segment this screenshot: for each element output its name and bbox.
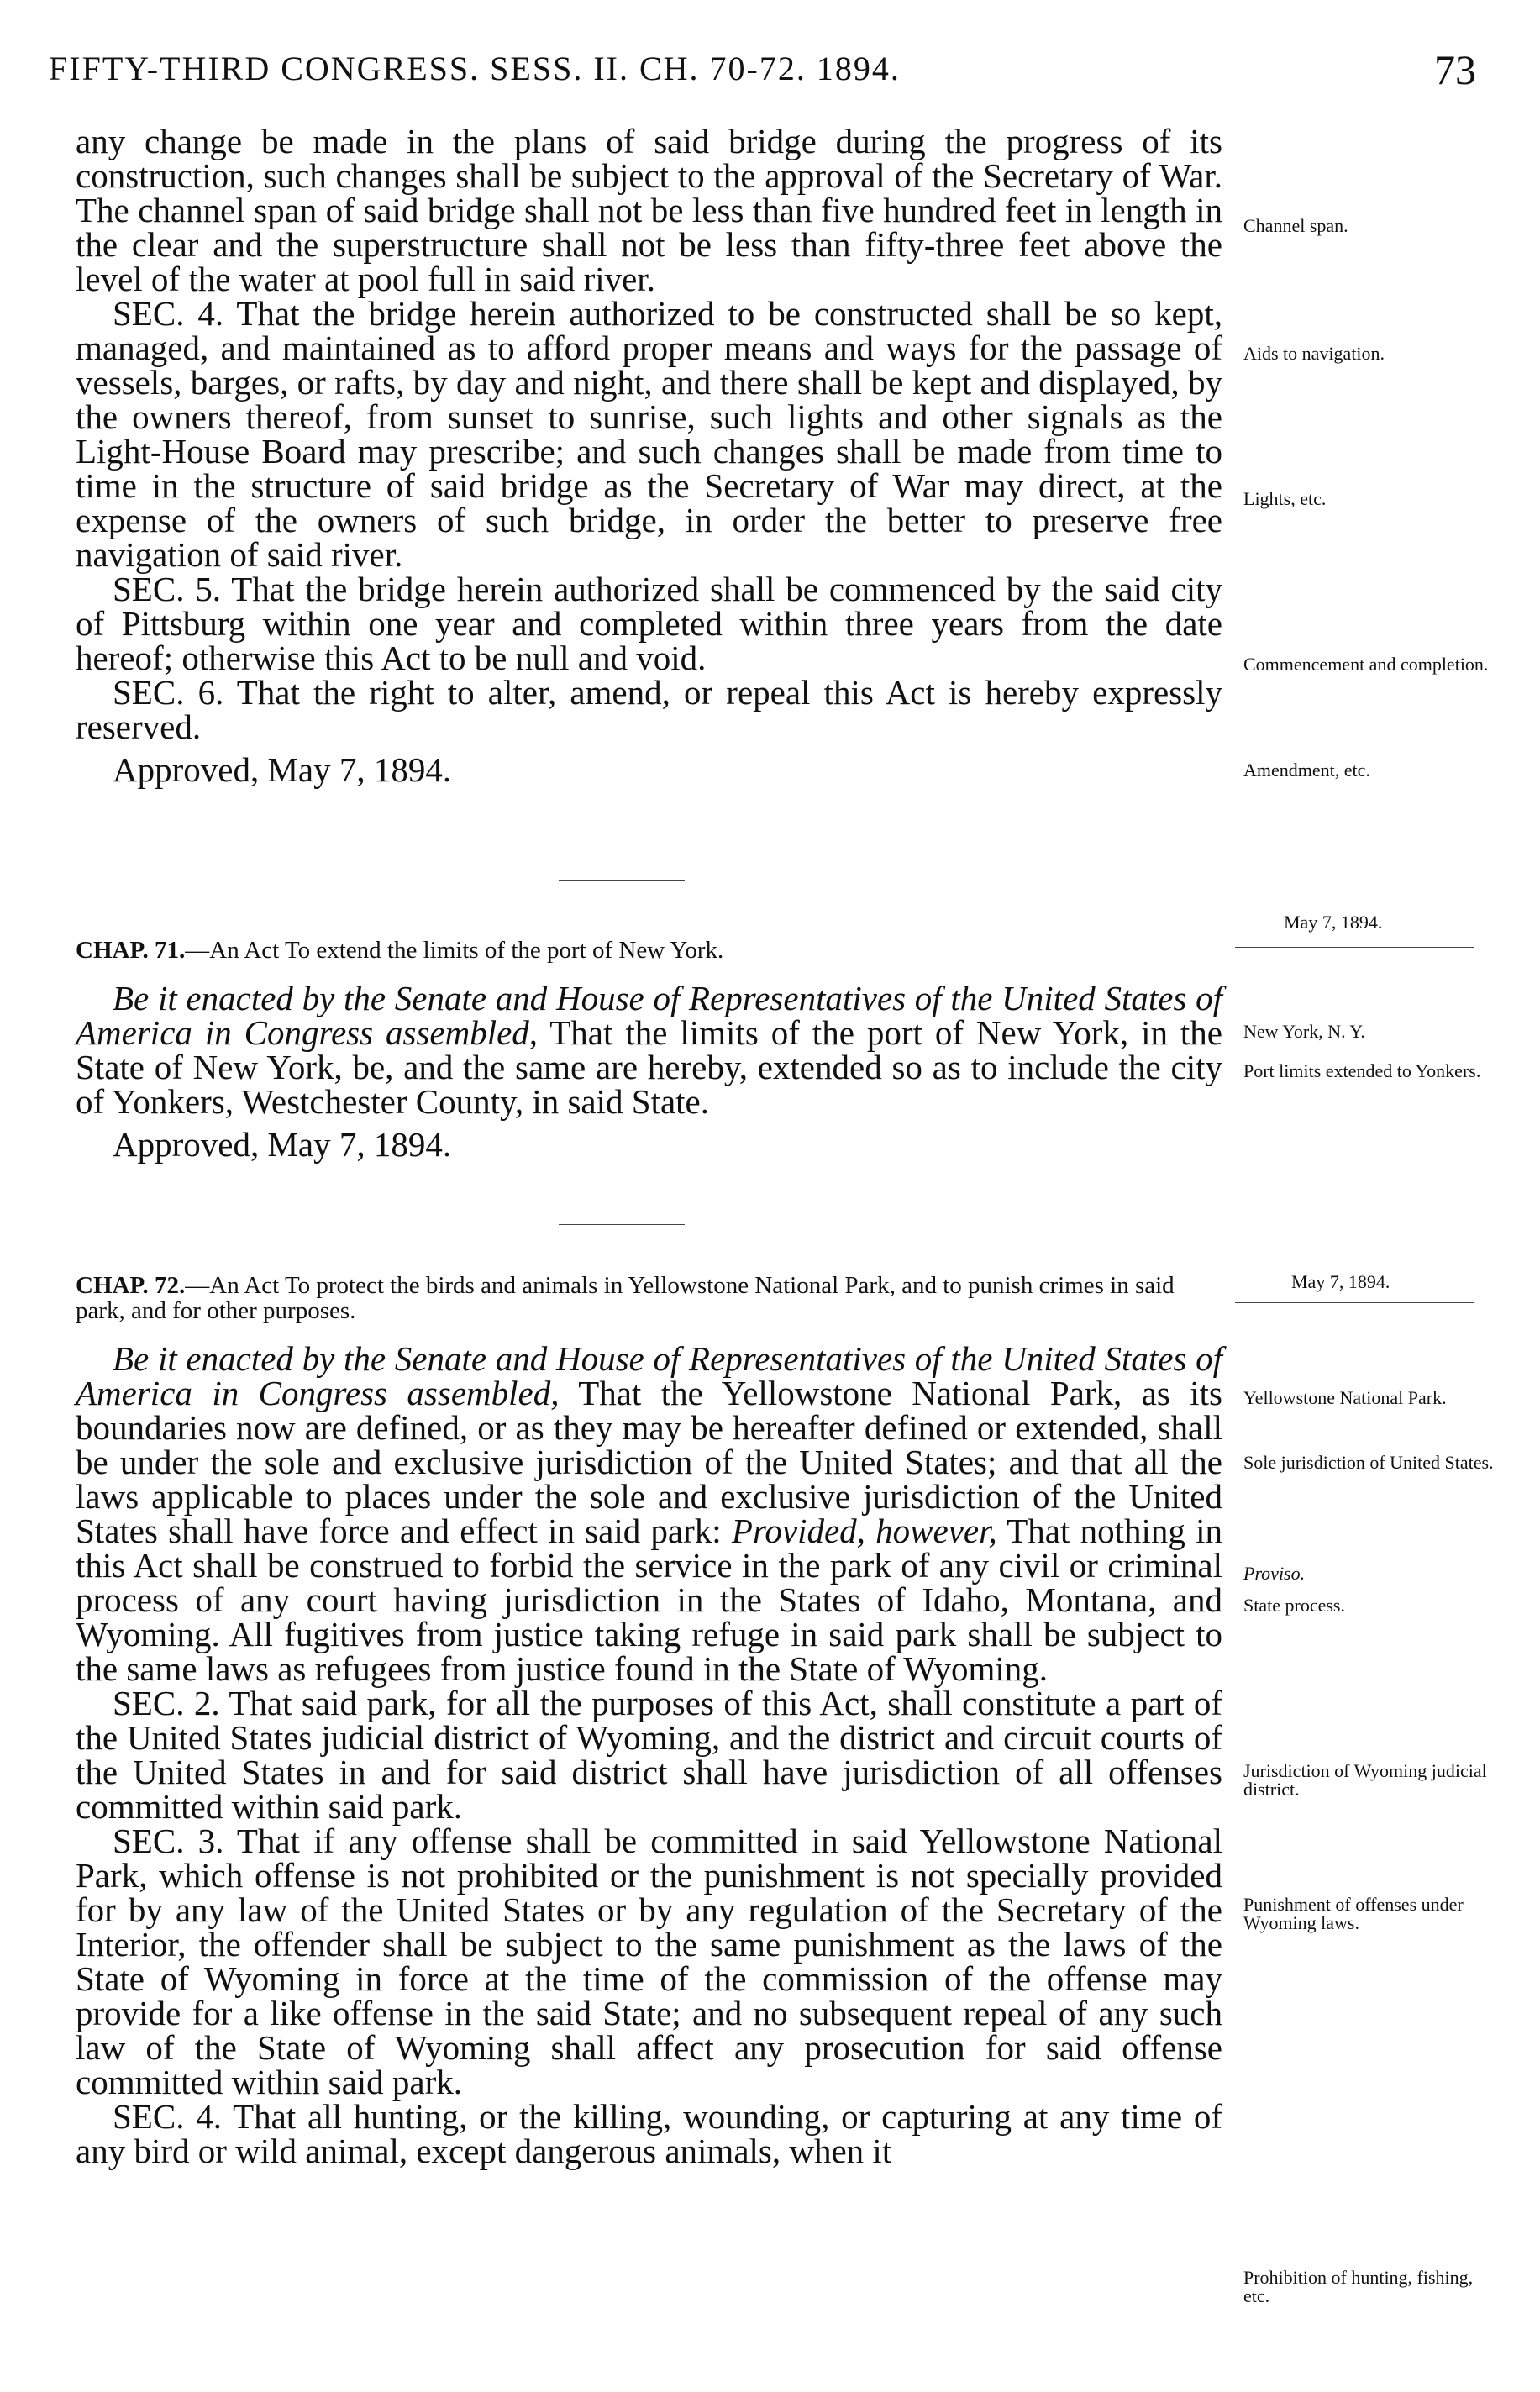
ch70-sec6: SEC. 6. That the right to alter, amend, or repeal this Act is hereby expressly reserved. xyxy=(76,673,1222,746)
margin-note-channel-span: Channel span. xyxy=(1243,215,1348,236)
ch70-paragraph: any change be made in the plans of said bridge during the progress of its construction, such changes shall be subject to the approval of the Secretary of War. The channel span of said bridge shall not be less than five hundred feet in length in the clear and the superstructure shall not be less than fifty-three feet above the level of the water at pool full in said river. xyxy=(76,122,1222,298)
margin-note-state-process: State process. xyxy=(1243,1595,1345,1616)
margin-note-sole-jurisdiction: Sole jurisdiction of United States. xyxy=(1243,1452,1494,1473)
date-rule xyxy=(1235,1302,1474,1303)
ch70-sec4: SEC. 4. That the bridge herein authorized to be constructed shall be so kept, managed, and maintained as to afford proper means and ways for the passage of vessels, barges, or rafts, by day and night, and there shall be kept and displayed, by the owners thereof, from sunset to sunrise, such lights and other signals as the Light-House Board may prescribe; and such changes shall be made from time to time in the structure of said bridge as the Secretary of War may direct, at the expense of the owners of such bridge, in order the better to preserve free navigation of said river. xyxy=(76,294,1222,574)
margin-note-proviso: Proviso. xyxy=(1243,1563,1306,1584)
ch71-heading: CHAP. 71.—An Act To extend the limits of the port of New York. xyxy=(76,937,724,964)
ch71-body: Be it enacted by the Senate and House of Representatives of the United States of America in Congress assembled, That the limits of the port of New York, in the State of New York, be, and the same are hereby, extended so as to include the city of Yonkers, Westchester County, in said State. xyxy=(76,979,1223,1121)
ch71-date: May 7, 1894. xyxy=(1284,912,1383,933)
ch72-heading: CHAP. 72.—An Act To protect the birds and animals in Yellowstone National Park, and to punish crimes in said park, and for other purposes. xyxy=(76,1272,1175,1324)
ch70-approved: Approved, May 7, 1894. xyxy=(113,750,452,789)
ch70-sec5: SEC. 5. That the bridge herein authorized shall be commenced by the said city of Pittsburg within one year and completed within three years from the date hereof; otherwise this Act to be null and void. xyxy=(76,570,1222,677)
ch70-continuation xyxy=(76,124,1222,790)
ch72-body: Be it enacted by the Senate and House of Representatives of the United States of America in Congress assembled, That the Yellowstone National Park, as its boundaries now are defined, or as they may be hereafter defined or extended, shall be under the sole and exclusive jurisdiction of the United States; and that all the laws applicable to places under the sole and exclusive jurisdiction of the United States shall have force and effect in said park: Provided, however, That nothing in this Act shall be construed to forbid the service in the park of any civil or criminal process of any court having jurisdiction in the States of Idaho, Montana, and Wyoming. All fugitives from justice taking refuge in said park shall be subject to the same laws as refugees from justice found in the State of Wyoming. xyxy=(76,1339,1223,1688)
margin-note-new-york: New York, N. Y. xyxy=(1243,1021,1365,1042)
page-number: 73 xyxy=(1434,46,1476,93)
ch72-sec4: SEC. 4. That all hunting, or the killing, wounding, or capturing at any time of any bird or wild animal, except dangerous animals, when it xyxy=(76,2097,1222,2170)
ch72-sec2: SEC. 2. That said park, for all the purposes of this Act, shall constitute a part of the United States judicial district of Wyoming, and the district and circuit courts of the United States in and for said district shall have jurisdiction of all offenses committed within said park. xyxy=(76,1684,1222,1826)
margin-note-lights: Lights, etc. xyxy=(1243,488,1327,509)
margin-note-punishment: Punishment of offenses under Wyoming laws. xyxy=(1243,1894,1464,1933)
ch72 xyxy=(76,1273,1222,2169)
ch71 xyxy=(76,938,1222,1164)
running-head: FIFTY-THIRD CONGRESS. SESS. II. CH. 70-72. 1894. xyxy=(49,50,901,87)
date-rule xyxy=(1235,947,1474,948)
separator-rule xyxy=(559,880,685,881)
margin-note-port-limits: Port limits extended to Yonkers. xyxy=(1243,1060,1481,1081)
margin-note-prohibition: Prohibition of hunting, fishing, etc. xyxy=(1243,2267,1474,2306)
ch72-date: May 7, 1894. xyxy=(1291,1271,1390,1292)
margin-note-yellowstone: Yellowstone National Park. xyxy=(1243,1387,1447,1408)
margin-note-aids: Aids to navigation. xyxy=(1243,343,1385,364)
separator-rule xyxy=(559,1224,685,1225)
ch72-sec3: SEC. 3. That if any offense shall be committed in said Yellowstone National Park, which offense is not prohibited or the punishment is not specially provided for by any law of the United States or by any regulation of the Secretary of the Interior, the offender shall be subject to the same punishment as the laws of the State of Wyoming in force at the time of the commission of the offense may provide for a like offense in the said State; and no subsequent repeal of any such law of the State of Wyoming shall affect any prosecution for said offense committed within said park. xyxy=(76,1822,1222,2101)
margin-note-commencement: Commencement and completion. xyxy=(1243,654,1489,675)
margin-note-amendment: Amendment, etc. xyxy=(1243,760,1370,781)
margin-note-jurisdiction-wyoming: Jurisdiction of Wyoming judicial district. xyxy=(1243,1760,1487,1800)
ch71-approved: Approved, May 7, 1894. xyxy=(113,1125,452,1164)
